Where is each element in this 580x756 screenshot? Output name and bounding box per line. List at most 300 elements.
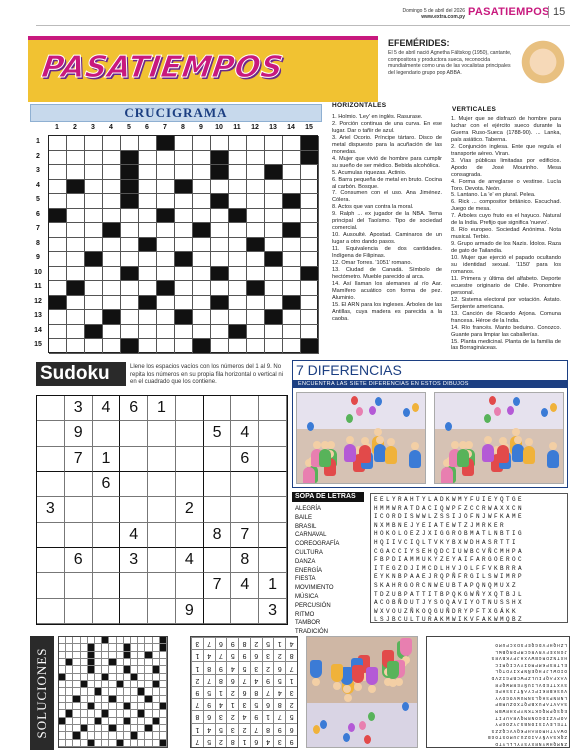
crossword-cell[interactable] (157, 238, 175, 253)
crossword-cell[interactable] (49, 310, 67, 325)
crossword-cell[interactable] (103, 252, 121, 267)
crossword-cell[interactable] (85, 151, 103, 166)
crossword-cell[interactable] (139, 325, 157, 340)
crossword-cell[interactable] (247, 223, 265, 238)
crossword-cell[interactable] (49, 194, 67, 209)
solution-crossword-cell (88, 740, 95, 747)
crossword-cell[interactable] (247, 209, 265, 224)
crossword-cell[interactable] (229, 252, 247, 267)
crossword-cell[interactable] (103, 165, 121, 180)
crossword-cell[interactable] (121, 136, 139, 151)
crossword-cell[interactable] (211, 310, 229, 325)
crossword-cell[interactable] (193, 194, 211, 209)
sudoku-cell[interactable] (65, 599, 93, 624)
sudoku-cell[interactable] (259, 472, 287, 497)
word-search-row[interactable]: EELYRAHTYLADKWMYFUIEYQTGE (374, 496, 525, 503)
word-search-row[interactable]: ICORDISWWLZSSIJOFNJWFKAME (374, 513, 525, 521)
crossword-cell[interactable] (247, 165, 265, 180)
sudoku-cell[interactable] (259, 523, 287, 548)
crossword-cell[interactable] (157, 310, 175, 325)
crossword-cell[interactable] (193, 165, 211, 180)
crossword-cell[interactable] (211, 339, 229, 354)
crossword-cell[interactable] (49, 252, 67, 267)
crossword-cell[interactable] (67, 296, 85, 311)
crossword-grid[interactable] (48, 135, 318, 353)
sudoku-cell[interactable] (204, 472, 232, 497)
crossword-cell[interactable] (121, 281, 139, 296)
crossword-cell (85, 325, 103, 340)
crossword-cell[interactable] (265, 281, 283, 296)
solution-sudoku-cell: 8 (238, 637, 250, 649)
solution-crossword-cell (73, 696, 80, 703)
crossword-cell[interactable] (139, 252, 157, 267)
sudoku-cell[interactable] (231, 497, 259, 522)
crossword-cell[interactable] (193, 325, 211, 340)
crossword-cell[interactable] (193, 310, 211, 325)
crossword-cell[interactable] (121, 209, 139, 224)
crossword-cell[interactable] (283, 180, 301, 195)
sudoku-cell[interactable] (231, 396, 259, 421)
sudoku-cell[interactable] (148, 548, 176, 573)
crossword-cell[interactable] (139, 267, 157, 282)
crossword-cell[interactable] (229, 267, 247, 282)
crossword-cell[interactable] (265, 296, 283, 311)
sudoku-cell[interactable] (120, 421, 148, 446)
crossword-cell[interactable] (265, 325, 283, 340)
crossword-cell[interactable] (229, 136, 247, 151)
header-rule (36, 25, 570, 26)
crossword-cell[interactable] (229, 339, 247, 354)
sudoku-cell[interactable] (148, 421, 176, 446)
crossword-cell[interactable] (103, 339, 121, 354)
crossword-cell[interactable] (67, 339, 85, 354)
crossword-cell[interactable] (265, 339, 283, 354)
crossword-cell[interactable] (139, 281, 157, 296)
crossword-cell[interactable] (283, 267, 301, 282)
crossword-cell[interactable] (67, 136, 85, 151)
crossword-cell[interactable] (139, 339, 157, 354)
party-person-head (549, 442, 557, 450)
crossword-cell[interactable] (103, 296, 121, 311)
sudoku-cell[interactable] (37, 447, 65, 472)
crossword-cell[interactable] (49, 339, 67, 354)
sudoku-cell[interactable] (93, 523, 121, 548)
crossword-cell[interactable] (301, 223, 319, 238)
crossword-cell[interactable] (301, 209, 319, 224)
crossword-cell[interactable] (193, 238, 211, 253)
header-site[interactable]: www.extra.com.py (421, 14, 465, 20)
word-search-row[interactable]: ACOBÑDUTJYSOQAVIYOTNUSSHX (374, 599, 525, 607)
word-search-row[interactable]: SKAHRGORCNWEUBTAPQNQMUXZ (374, 581, 519, 589)
crossword-cell[interactable] (283, 151, 301, 166)
crossword-cell[interactable] (211, 252, 229, 267)
crossword-cell[interactable] (121, 238, 139, 253)
solution-crossword-cell (138, 725, 145, 732)
crossword-cell[interactable] (193, 296, 211, 311)
crossword-cell[interactable] (301, 165, 319, 180)
crossword-cell[interactable] (247, 136, 265, 151)
crossword-cell[interactable] (229, 238, 247, 253)
crossword-cell[interactable] (121, 223, 139, 238)
crossword-cell[interactable] (85, 209, 103, 224)
sudoku-cell[interactable] (259, 548, 287, 573)
vertical-clue: 5. Lantano. La 'e' en plural. Pelea. (451, 192, 536, 199)
sudoku-cell[interactable] (37, 573, 65, 598)
differences-image-right[interactable] (434, 392, 564, 484)
sudoku-cell[interactable] (37, 396, 65, 421)
word-search-row[interactable]: LSJBCULTURAKMWIKVFAKWMQBZ (374, 616, 525, 623)
crossword-cell[interactable] (157, 180, 175, 195)
crossword-cell[interactable] (103, 209, 121, 224)
crossword-cell[interactable] (211, 325, 229, 340)
sudoku-cell[interactable] (148, 497, 176, 522)
crossword-cell[interactable] (139, 136, 157, 151)
sudoku-cell[interactable] (37, 523, 65, 548)
sudoku-cell[interactable] (148, 472, 176, 497)
crossword-cell[interactable] (103, 325, 121, 340)
sudoku-grid[interactable] (36, 395, 288, 625)
crossword-cell[interactable] (301, 325, 319, 340)
crossword-cell[interactable] (121, 310, 139, 325)
crossword-cell[interactable] (301, 238, 319, 253)
crossword-cell[interactable] (85, 136, 103, 151)
solution-sudoku-cell: 2 (285, 698, 297, 710)
crossword-cell[interactable] (265, 194, 283, 209)
solutions-title: SOLUCIONES (34, 647, 49, 739)
crossword-cell[interactable] (103, 238, 121, 253)
crossword-cell[interactable] (265, 209, 283, 224)
sudoku-cell[interactable] (93, 497, 121, 522)
crossword-cell[interactable] (247, 310, 265, 325)
solution-crossword-cell (109, 666, 116, 673)
crossword-cell[interactable] (175, 339, 193, 354)
crossword-cell[interactable] (247, 252, 265, 267)
balloon-icon (445, 422, 452, 431)
crossword-cell[interactable] (175, 165, 193, 180)
sudoku-cell[interactable] (93, 548, 121, 573)
crossword-cell[interactable] (229, 310, 247, 325)
crossword-cell[interactable] (139, 194, 157, 209)
crossword-cell[interactable] (49, 267, 67, 282)
sudoku-cell[interactable] (176, 573, 204, 598)
crossword-cell[interactable] (283, 325, 301, 340)
crossword-cell[interactable] (265, 267, 283, 282)
crossword-cell[interactable] (247, 194, 265, 209)
word-search-row[interactable]: ITEGZDJIMCDLHVJOLFFVKBRRA (374, 564, 525, 572)
crossword-cell[interactable] (193, 281, 211, 296)
crossword-cell[interactable] (193, 252, 211, 267)
crossword-cell[interactable] (283, 238, 301, 253)
solution-crossword-cell (59, 725, 66, 732)
crossword-cell[interactable] (67, 267, 85, 282)
vertical-clue: 1. Mujer que se disfrazó de hombre para luchar con el ejército sueco durante la Guerra Ruso-Sueca (1788-90). ... Lanka, país asiático. Taberna. (451, 116, 561, 143)
solution-sudoku-cell: 4 (285, 637, 297, 649)
crossword-cell[interactable] (175, 194, 193, 209)
sudoku-cell[interactable] (65, 573, 93, 598)
crossword-cell[interactable] (283, 165, 301, 180)
solution-sudoku-cell: 9 (250, 710, 262, 722)
solution-crossword-cell (160, 688, 167, 695)
solution-sudoku-cell: 4 (238, 710, 250, 722)
crossword-cell[interactable] (283, 252, 301, 267)
crossword-cell[interactable] (67, 209, 85, 224)
crossword-cell[interactable] (103, 194, 121, 209)
sudoku-cell[interactable] (259, 396, 287, 421)
sudoku-cell[interactable] (37, 599, 65, 624)
crossword-cell[interactable] (67, 223, 85, 238)
crossword-cell[interactable] (211, 180, 229, 195)
word-search-row[interactable]: EYKNBPAAEJRQPÑFRGILSWIMRP (374, 573, 525, 581)
sudoku-cell[interactable] (65, 523, 93, 548)
crossword-cell[interactable] (283, 281, 301, 296)
solution-crossword-cell (73, 703, 80, 710)
sudoku-cell[interactable] (65, 497, 93, 522)
crossword-cell[interactable] (67, 165, 85, 180)
solution-sudoku-cell: 7 (273, 710, 285, 722)
crossword-cell[interactable] (211, 209, 229, 224)
sudoku-cell[interactable] (93, 599, 121, 624)
crossword-cell[interactable] (283, 339, 301, 354)
sudoku-cell[interactable] (231, 599, 259, 624)
sudoku-cell[interactable] (176, 523, 204, 548)
efemerides-title: EFEMÉRIDES: (388, 38, 450, 48)
crossword-cell[interactable] (85, 180, 103, 195)
crossword-cell[interactable] (157, 325, 175, 340)
crossword-cell[interactable] (49, 136, 67, 151)
crossword-cell[interactable] (193, 151, 211, 166)
crossword-column-number: 2 (73, 124, 77, 131)
crossword-cell[interactable] (67, 194, 85, 209)
sudoku-cell[interactable] (204, 447, 232, 472)
crossword-cell[interactable] (103, 281, 121, 296)
sudoku-cell[interactable] (231, 472, 259, 497)
crossword-cell[interactable] (175, 136, 193, 151)
crossword-cell[interactable] (85, 310, 103, 325)
sudoku-cell[interactable] (204, 497, 232, 522)
crossword-cell[interactable] (247, 267, 265, 282)
sudoku-cell[interactable] (204, 599, 232, 624)
crossword-cell[interactable] (85, 339, 103, 354)
crossword-cell[interactable] (247, 151, 265, 166)
solution-crossword-cell (131, 732, 138, 739)
crossword-cell[interactable] (247, 180, 265, 195)
word-search-row[interactable]: HQIIVCIQLTVKYBXWDHASRTTI (374, 538, 519, 546)
sudoku-cell[interactable] (148, 599, 176, 624)
crossword-cell[interactable] (247, 325, 265, 340)
crossword-cell[interactable] (229, 296, 247, 311)
sudoku-cell[interactable] (120, 472, 148, 497)
crossword-cell[interactable] (211, 136, 229, 151)
crossword-cell[interactable] (265, 238, 283, 253)
crossword-cell[interactable] (247, 339, 265, 354)
solution-crossword-cell (160, 718, 167, 725)
sudoku-cell[interactable] (120, 573, 148, 598)
crossword-cell[interactable] (283, 136, 301, 151)
solution-sudoku-cell: 9 (215, 661, 227, 673)
crossword-cell[interactable] (193, 209, 211, 224)
word-search-grid[interactable] (370, 493, 568, 623)
solution-crossword-cell (73, 718, 80, 725)
crossword-cell[interactable] (139, 310, 157, 325)
crossword-cell[interactable] (193, 267, 211, 282)
crossword-cell[interactable] (229, 165, 247, 180)
crossword-cell[interactable] (157, 267, 175, 282)
crossword-cell[interactable] (85, 281, 103, 296)
sudoku-cell[interactable] (204, 396, 232, 421)
crossword-cell[interactable] (85, 267, 103, 282)
solution-crossword-cell (138, 740, 145, 747)
word-search-row[interactable]: CGACCIYSEHQDCIUWBCVÑCMHPA (374, 547, 525, 555)
crossword-cell[interactable] (265, 136, 283, 151)
solution-word-search-row: VAXFAQFIULZPWCBPGIZVD (490, 675, 567, 681)
crossword-cell[interactable] (229, 223, 247, 238)
crossword-cell[interactable] (85, 238, 103, 253)
crossword-cell[interactable] (139, 165, 157, 180)
crossword-cell[interactable] (67, 325, 85, 340)
crossword-cell[interactable] (301, 281, 319, 296)
crossword-cell[interactable] (67, 151, 85, 166)
crossword-cell[interactable] (175, 281, 193, 296)
crossword-cell[interactable] (157, 194, 175, 209)
crossword-cell[interactable] (229, 194, 247, 209)
crossword-cell[interactable] (49, 151, 67, 166)
crossword-cell[interactable] (103, 267, 121, 282)
crossword-cell[interactable] (265, 151, 283, 166)
crossword-cell[interactable] (67, 252, 85, 267)
sudoku-cell[interactable] (148, 523, 176, 548)
sudoku-cell[interactable] (176, 421, 204, 446)
crossword-cell[interactable] (211, 281, 229, 296)
crossword-cell[interactable] (301, 252, 319, 267)
balloon-icon (412, 403, 419, 412)
crossword-cell[interactable] (157, 339, 175, 354)
crossword-cell[interactable] (139, 180, 157, 195)
sudoku-cell[interactable] (65, 472, 93, 497)
differences-image-left[interactable] (296, 392, 426, 484)
crossword-cell[interactable] (265, 180, 283, 195)
solution-crossword-cell (66, 644, 73, 651)
crossword-cell[interactable] (193, 136, 211, 151)
word-search-row[interactable]: HOKOLOEZJXIGGROBMATLNBTIG (374, 530, 525, 538)
crossword-cell[interactable] (85, 223, 103, 238)
crossword-cell[interactable] (301, 296, 319, 311)
solution-crossword-cell (131, 666, 138, 673)
crossword-cell[interactable] (175, 238, 193, 253)
solution-word-search-row: VUSKBRKIPCYAÑTJSSHPE (494, 688, 567, 694)
crossword-cell[interactable] (139, 223, 157, 238)
crossword-cell[interactable] (175, 209, 193, 224)
crossword-cell[interactable] (67, 238, 85, 253)
word-search-row[interactable]: TDZUBPATTITBPQKGWÑYXQTBJL (374, 590, 525, 598)
crossword-cell[interactable] (301, 180, 319, 195)
crossword-cell[interactable] (265, 223, 283, 238)
sudoku-cell[interactable] (176, 447, 204, 472)
sudoku-cell[interactable] (204, 548, 232, 573)
crossword-cell[interactable] (103, 136, 121, 151)
crossword-cell[interactable] (49, 165, 67, 180)
sudoku-cell: 4 (120, 523, 148, 548)
word-search-row[interactable]: HMMWRATDACIQWPFZCCRWAXXCN (374, 504, 525, 512)
crossword-cell[interactable] (85, 194, 103, 209)
sudoku-cell[interactable] (37, 548, 65, 573)
crossword-cell[interactable] (49, 223, 67, 238)
sudoku-cell[interactable] (259, 421, 287, 446)
solution-crossword-cell (145, 637, 152, 644)
crossword-cell[interactable] (211, 238, 229, 253)
crossword-cell[interactable] (175, 267, 193, 282)
crossword-cell[interactable] (49, 325, 67, 340)
crossword-cell[interactable] (157, 252, 175, 267)
solution-crossword-cell (145, 666, 152, 673)
crossword-column-number: 13 (269, 124, 277, 131)
sudoku-cell[interactable] (37, 472, 65, 497)
sudoku-cell[interactable] (37, 421, 65, 446)
sudoku-cell[interactable] (148, 447, 176, 472)
sudoku-cell[interactable] (93, 421, 121, 446)
sudoku-cell[interactable] (93, 573, 121, 598)
crossword-cell[interactable] (229, 180, 247, 195)
crossword-cell[interactable] (139, 209, 157, 224)
word-search-row[interactable]: FBPDIAMMUKYZEYAIFARGOEROC (374, 556, 525, 564)
word-search-row[interactable]: WXVOUZÑKOQGUÑDRYPFTXGÁKK (374, 607, 519, 615)
crossword-cell[interactable] (121, 325, 139, 340)
crossword-cell (247, 238, 265, 253)
crossword-cell[interactable] (247, 296, 265, 311)
crossword-cell[interactable] (229, 281, 247, 296)
crossword-cell[interactable] (283, 209, 301, 224)
crossword-cell[interactable] (121, 252, 139, 267)
crossword-cell[interactable] (157, 151, 175, 166)
solution-crossword-cell (88, 681, 95, 688)
crossword-cell[interactable] (103, 151, 121, 166)
crossword-cell[interactable] (121, 296, 139, 311)
sudoku-cell[interactable] (120, 497, 148, 522)
crossword-cell[interactable] (283, 310, 301, 325)
crossword-cell[interactable] (301, 310, 319, 325)
efemerides-text: El 5 de abril nació Agnetha Fältskog (1950), cantante, compositora y productora sueca, reconocida mundialmente como una de las vocalistas principales del legendario grupo pop ABBA. (388, 50, 512, 76)
sudoku-cell[interactable] (176, 472, 204, 497)
sudoku-cell[interactable] (148, 573, 176, 598)
sudoku-cell[interactable] (176, 396, 204, 421)
crossword-cell[interactable] (49, 238, 67, 253)
crossword-cell[interactable] (85, 296, 103, 311)
sudoku-cell[interactable] (120, 447, 148, 472)
solution-crossword-cell (59, 703, 66, 710)
crossword-cell[interactable] (139, 151, 157, 166)
crossword-cell[interactable] (157, 223, 175, 238)
word-search-row[interactable]: NXMBNEJYEIATEWTZJMRKER (374, 521, 507, 529)
crossword-cell[interactable] (85, 165, 103, 180)
crossword-cell[interactable] (229, 151, 247, 166)
crossword-cell[interactable] (49, 180, 67, 195)
sudoku-cell[interactable] (259, 497, 287, 522)
crossword-cell[interactable] (175, 151, 193, 166)
crossword-cell[interactable] (193, 180, 211, 195)
sudoku-cell[interactable] (259, 447, 287, 472)
crossword-cell[interactable] (211, 223, 229, 238)
sudoku-cell[interactable] (120, 599, 148, 624)
crossword-cell[interactable] (67, 310, 85, 325)
crossword-cell[interactable] (49, 281, 67, 296)
crossword-cell[interactable] (175, 223, 193, 238)
crossword-cell[interactable] (157, 165, 175, 180)
solution-crossword-cell (88, 659, 95, 666)
crossword-cell[interactable] (301, 194, 319, 209)
crossword-cell[interactable] (103, 180, 121, 195)
crossword-cell[interactable] (157, 296, 175, 311)
crossword-cell[interactable] (175, 325, 193, 340)
crossword-cell[interactable] (175, 296, 193, 311)
